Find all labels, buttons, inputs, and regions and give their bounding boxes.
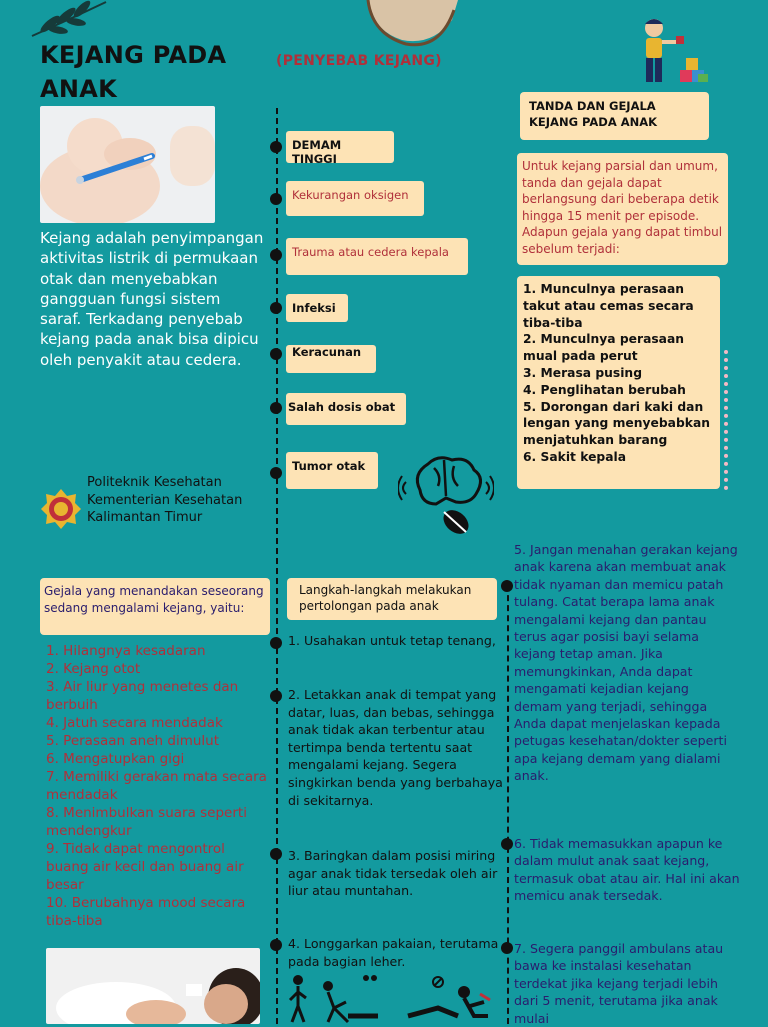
gejala-title-card	[40, 578, 270, 635]
tanda-item: 5. Dorongan dari kaki dan lengan yang menyebabkan menjatuhkan barang	[523, 399, 710, 448]
page-title: KEJANG PADA ANAK	[40, 41, 227, 103]
decorative-shape-icon	[362, 0, 462, 52]
tanda-item: 2. Munculnya perasaan mual pada perut	[523, 332, 685, 364]
pertolongan-step: 5. Jangan menahan gerakan kejang anak karena akan membuat anak tidak nyaman dan memicu patah tulang. Catat berapa lama anak mengalami kejang dan pantau terus agar posisi bayi selama kejang tetap aman. Jika memungkinkan, Anda dapat mengamati kejadian kejang demam yang terjadi, sehingga Anda dapat menjelaskan kepada petugas kesehatan/dokter seperti apa kejang demam yang dialami anak.	[514, 542, 738, 784]
baby-thermometer-photo	[40, 106, 215, 223]
timeline-dot	[270, 939, 282, 951]
baby-lying-photo	[46, 948, 260, 1024]
timeline-dot	[270, 402, 282, 414]
pertolongan-step: 1. Usahakan untuk tetap tenang,	[288, 633, 496, 648]
timeline-dot	[270, 690, 282, 702]
gejala-item: 3. Air liur yang menetes dan berbuih	[46, 679, 239, 713]
intro-text: Kejang adalah penyimpangan aktivitas listrik di permukaan otak dan menyebabkan gangguan fungsi sistem saraf. Terkadang penyebab kejang pada anak bisa dipicu oleh penyakit atau cedera.	[40, 229, 264, 369]
timeline-line-right	[507, 585, 509, 1024]
tanda-item: 3. Merasa pusing	[523, 365, 642, 380]
timeline-dot	[270, 848, 282, 860]
tanda-list-card	[517, 276, 720, 489]
organization-name: Politeknik Kesehatan Kementerian Kesehatan Kalimantan Timur	[87, 475, 243, 525]
pertolongan-step: 3. Baringkan dalam posisi miring agar anak tidak tersedak oleh air liur atau muntahan.	[288, 848, 498, 899]
tanda-item: 1. Munculnya perasaan takut atau cemas secara tiba-tiba	[523, 282, 694, 330]
timeline-dot	[270, 141, 282, 153]
brain-seizure-icon	[398, 452, 494, 538]
tanda-description-card	[517, 153, 728, 265]
leaf-icon	[28, 0, 110, 38]
gejala-item: 9. Tidak dapat mengontrol buang air kecil dan buang air besar	[46, 841, 244, 893]
gejala-title: Gejala yang menandakan seseorang sedang mengalami kejang, yaitu:	[44, 584, 264, 615]
tanda-item: 6. Sakit kepala	[523, 449, 627, 464]
timeline-dot	[501, 942, 513, 954]
pertolongan-step: 6. Tidak memasukkan apapun ke dalam mulut anak saat kejang, termasuk obat atau air. Hal ini akan memicu anak tersedak.	[514, 836, 740, 904]
cause-item: Infeksi	[286, 294, 348, 322]
cause-item: Salah dosis obat	[286, 393, 406, 425]
emblem-icon	[40, 488, 82, 530]
first-aid-figures-icon	[288, 972, 504, 1024]
timeline-dot	[270, 302, 282, 314]
timeline-dot	[501, 580, 513, 592]
gejala-item: 6. Mengatupkan gigi	[46, 751, 185, 767]
pertolongan-title-card	[287, 578, 497, 620]
tanda-item: 4. Penglihatan berubah	[523, 382, 686, 397]
gejala-item: 4. Jatuh secara mendadak	[46, 715, 223, 731]
timeline-dot	[270, 348, 282, 360]
child-playing-icon	[632, 12, 714, 92]
gejala-item: 7. Memiliki gerakan mata secara mendadak	[46, 769, 267, 803]
tanda-description: Untuk kejang parsial dan umum, tanda dan gejala dapat berlangsung dari beberapa detik hingga 15 menit per episode. Adapun gejala yang dapat timbul sebelum terjadi:	[522, 159, 723, 256]
timeline-dot	[270, 193, 282, 205]
decorative-dots	[724, 350, 732, 490]
cause-item: Trauma atau cedera kepala	[286, 238, 468, 275]
pertolongan-step: 4. Longgarkan pakaian, terutama pada bagian leher.	[288, 936, 499, 969]
gejala-list	[46, 642, 271, 930]
timeline-line	[276, 108, 278, 1024]
timeline-dot	[270, 637, 282, 649]
tanda-title: TANDA DAN GEJALA KEJANG PADA ANAK	[529, 99, 658, 129]
tanda-title-card	[520, 92, 709, 140]
pertolongan-title: Langkah-langkah melakukan pertolongan pada anak	[299, 583, 472, 613]
gejala-item: 10. Berubahnya mood secara tiba-tiba	[46, 895, 246, 929]
cause-item: Keracunan	[286, 345, 376, 373]
timeline-dot	[270, 467, 282, 479]
pertolongan-step: 7. Segera panggil ambulans atau bawa ke instalasi kesehatan terdekat jika kejang terjadi lebih dari 5 menit, terutama jika anak mulai	[514, 941, 724, 1026]
timeline-dot	[501, 838, 513, 850]
timeline-dot	[270, 249, 282, 261]
cause-item: Kekurangan oksigen	[286, 181, 424, 216]
page-subtitle: (PENYEBAB KEJANG)	[276, 53, 442, 69]
gejala-item: 5. Perasaan aneh dimulut	[46, 733, 219, 749]
gejala-item: 1. Hilangnya kesadaran	[46, 643, 206, 659]
pertolongan-step: 2. Letakkan anak di tempat yang datar, luas, dan bebas, sehingga anak tidak akan terbentur atau tertimpa benda tertentu saat mengalami kejang. Segera singkirkan benda yang berbahaya di sekitarnya.	[288, 687, 503, 808]
cause-item: Tumor otak	[286, 452, 378, 489]
gejala-item: 2. Kejang otot	[46, 661, 141, 677]
gejala-item: 8. Menimbulkan suara seperti mendengkur	[46, 805, 247, 839]
cause-item: DEMAM TINGGI	[286, 131, 394, 163]
